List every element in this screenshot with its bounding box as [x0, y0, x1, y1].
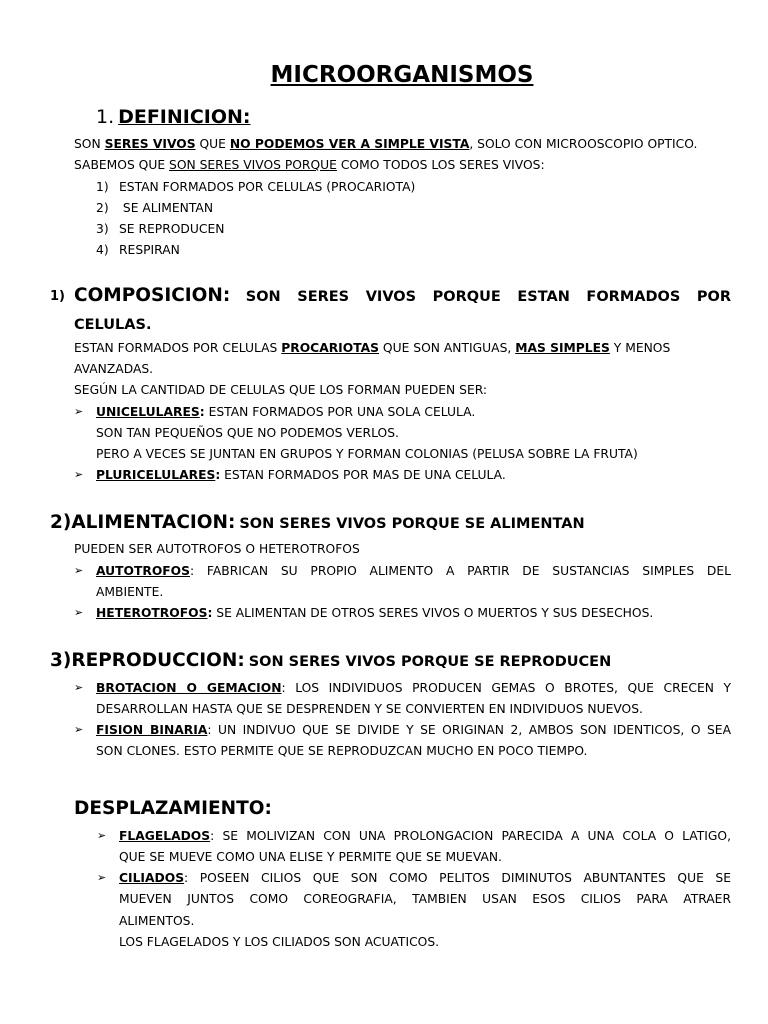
arrow-bullet-icon: ➢ — [74, 723, 84, 736]
alimentacion-heading: 2)ALIMENTACION: SON SERES VIVOS PORQUE SE ALIMENTAN — [50, 512, 585, 533]
composicion-heading: COMPOSICION: SON SERES VIVOS PORQUE ESTAN FORMADOS POR — [74, 285, 731, 306]
list-number: 4) — [96, 243, 109, 257]
reproduccion-number: 3) — [50, 650, 72, 671]
list-item: RESPIRAN — [119, 243, 180, 257]
heterotrofos-item: HETEROTROFOS: SE ALIMENTAN DE OTROS SERES VIVOS O MUERTOS Y SUS DESECHOS. — [96, 606, 654, 620]
reproduccion-heading: 3)REPRODUCCION: SON SERES VIVOS PORQUE SE REPRODUCEN — [50, 650, 612, 671]
desplazamiento-title: DESPLAZAMIENTO: — [74, 798, 272, 819]
arrow-bullet-icon: ➢ — [74, 405, 84, 418]
list-number: 1) — [96, 180, 109, 194]
composicion-title: COMPOSICION: — [74, 285, 231, 306]
composicion-p1: ESTAN FORMADOS POR CELULAS PROCARIOTAS QUE SON ANTIGUAS, MAS SIMPLES Y MENOS — [74, 341, 671, 355]
unicelulares-item: UNICELULARES: ESTAN FORMADOS POR UNA SOLA CELULA. — [96, 405, 476, 419]
alimentacion-title: ALIMENTACION: — [71, 512, 236, 533]
ciliados-item: CILIADOS: POSEEN CILIOS QUE SON COMO PELITOS DIMINUTOS ABUNTANTES QUE SE — [119, 871, 731, 885]
document-title: MICROORGANISMOS — [270, 62, 534, 88]
arrow-bullet-icon: ➢ — [97, 871, 107, 884]
unicelulares-line-3: PERO A VECES SE JUNTAN EN GRUPOS Y FORMAN COLONIAS (PELUSA SOBRE LA FRUTA) — [96, 447, 638, 461]
list-item: ESTAN FORMADOS POR CELULAS (PROCARIOTA) — [119, 180, 416, 194]
list-number: 3) — [96, 222, 109, 236]
alimentacion-p1: PUEDEN SER AUTOTROFOS O HETEROTROFOS — [74, 542, 360, 556]
composicion-heading-cont: CELULAS. — [74, 317, 152, 333]
alimentacion-number: 2) — [50, 512, 72, 533]
composicion-p1-cont: AVANZADAS. — [74, 362, 154, 376]
ciliados-line-4: LOS FLAGELADOS Y LOS CILIADOS SON ACUATICOS. — [119, 935, 440, 949]
flagelados-line-2: QUE SE MUEVE COMO UNA ELISE Y PERMITE QUE SE MUEVAN. — [119, 850, 502, 864]
list-number: 2) — [96, 201, 109, 215]
arrow-bullet-icon: ➢ — [97, 829, 107, 842]
definicion-number: 1. — [96, 106, 115, 128]
flagelados-item: FLAGELADOS: SE MOLIVIZAN CON UNA PROLONGACION PARECIDA A UNA COLA O LATIGO, — [119, 829, 731, 843]
arrow-bullet-icon: ➢ — [74, 681, 84, 694]
reproduccion-title: REPRODUCCION: — [71, 650, 245, 671]
composicion-number: 1) — [50, 289, 65, 304]
definicion-line-1: SON SERES VIVOS QUE NO PODEMOS VER A SIMPLE VISTA, SOLO CON MICROOSCOPIO OPTICO. — [74, 137, 698, 151]
fision-line-2: SON CLONES. ESTO PERMITE QUE SE REPRODUZCAN MUCHO EN POCO TIEMPO. — [96, 744, 588, 758]
brotacion-item: BROTACION O GEMACION: LOS INDIVIDUOS PRODUCEN GEMAS O BROTES, QUE CRECEN Y — [96, 681, 731, 695]
composicion-p2: SEGÚN LA CANTIDAD DE CELULAS QUE LOS FORMAN PUEDEN SER: — [74, 383, 488, 397]
list-item: SE ALIMENTAN — [119, 201, 214, 215]
autotrofos-line-2: AMBIENTE. — [96, 585, 164, 599]
arrow-bullet-icon: ➢ — [74, 606, 84, 619]
definicion-heading — [96, 106, 251, 130]
autotrofos-item: AUTOTROFOS: FABRICAN SU PROPIO ALIMENTO A PARTIR DE SUSTANCIAS SIMPLES DEL — [96, 564, 731, 578]
ciliados-line-2: MUEVEN JUNTOS COMO COREOGRAFIA, TAMBIEN USAN ESOS CILIOS PARA ATRAER — [119, 892, 731, 906]
unicelulares-line-2: SON TAN PEQUEÑOS QUE NO PODEMOS VERLOS. — [96, 426, 399, 440]
definicion-line-2: SABEMOS QUE SON SERES VIVOS PORQUE COMO TODOS LOS SERES VIVOS: — [74, 158, 545, 172]
definicion-title: DEFINICION: — [118, 106, 251, 128]
brotacion-line-2: DESARROLLAN HASTA QUE SE DESPRENDEN Y SE CONVIERTEN EN INDIVIDUOS NUEVOS. — [96, 702, 643, 716]
fision-item: FISION BINARIA: UN INDIVUO QUE SE DIVIDE Y SE ORIGINAN 2, AMBOS SON IDENTICOS, O SEA — [96, 723, 731, 737]
pluricelulares-item: PLURICELULARES: ESTAN FORMADOS POR MAS DE UNA CELULA. — [96, 468, 506, 482]
arrow-bullet-icon: ➢ — [74, 564, 84, 577]
arrow-bullet-icon: ➢ — [74, 468, 84, 481]
list-item: SE REPRODUCEN — [119, 222, 225, 236]
ciliados-line-3: ALIMENTOS. — [119, 914, 195, 928]
